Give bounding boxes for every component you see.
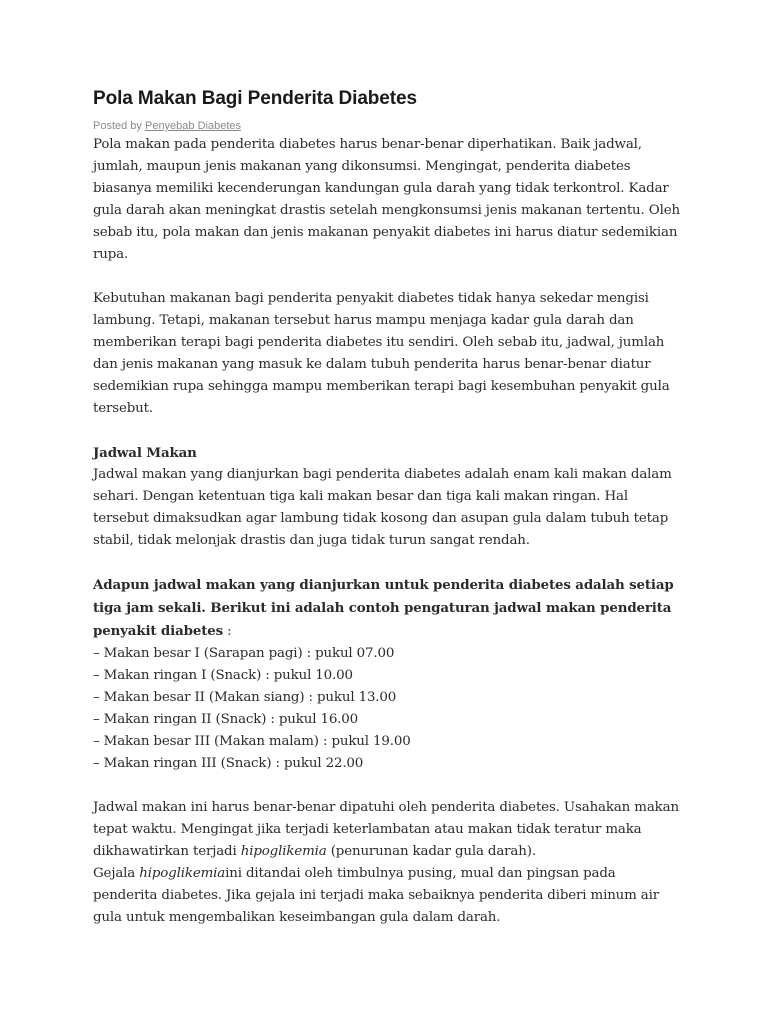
byline-prefix: Posted by bbox=[93, 120, 145, 132]
paragraph-6-text-b: ini ditandai oleh timbulnya pusing, mual dan pingsan pada penderita diabetes. Jika gejala ini terjadi maka sebaiknya penderita diberi minum air gula untuk mengembalikan keseimbangan gula dalam darah. bbox=[93, 866, 660, 925]
schedule-intro-tail: : bbox=[223, 624, 232, 639]
schedule-item: – Makan besar III (Makan malam) : pukul 19.00 bbox=[93, 734, 411, 749]
schedule-item: – Makan ringan II (Snack) : pukul 16.00 bbox=[93, 712, 359, 727]
article-body bbox=[93, 134, 683, 929]
article-title: Pola Makan Bagi Penderita Diabetes bbox=[93, 88, 417, 109]
paragraph-5-term: hipoglikemia bbox=[240, 844, 327, 859]
article bbox=[93, 86, 683, 929]
paragraph-5-text-a: Jadwal makan ini harus benar-benar dipatuhi oleh penderita diabetes. Usahakan makan tepat waktu. Mengingat jika terjadi keterlambatan atau makan tidak teratur maka dikhawatirkan terjadi bbox=[93, 800, 679, 859]
schedule-item: – Makan besar II (Makan siang) : pukul 13.00 bbox=[93, 690, 397, 705]
paragraph-5 bbox=[93, 797, 683, 863]
paragraph-6-text-a: Gejala bbox=[93, 866, 140, 881]
paragraph-1: Pola makan pada penderita diabetes harus benar-benar diperhatikan. Baik jadwal, jumlah, maupun jenis makanan yang dikonsumsi. Mengingat, penderita diabetes biasanya memiliki kecenderungan kandungan gula darah yang tidak terkontrol. Kadar gula darah akan meningkat drastis setelah mengkonsumsi jenis makanan tertentu. Oleh sebab itu, pola makan dan jenis makanan penyakit diabetes ini harus diatur sedemikian rupa. bbox=[93, 137, 680, 262]
schedule-intro-bold: Adapun jadwal makan yang dianjurkan untuk penderita diabetes adalah setiap tiga jam sekali. Berikut ini adalah contoh pengaturan jadwal makan penderita penyakit diabetes bbox=[93, 577, 674, 639]
paragraph-4 bbox=[93, 574, 683, 643]
schedule-item: – Makan ringan I (Snack) : pukul 10.00 bbox=[93, 668, 353, 683]
paragraph-5-text-b: (penurunan kadar gula darah). bbox=[326, 844, 536, 859]
paragraph-6 bbox=[93, 863, 683, 929]
author-link[interactable]: Penyebab Diabetes bbox=[144, 120, 241, 132]
paragraph-6-term: hipoglikemia bbox=[139, 866, 226, 881]
schedule-item: – Makan ringan III (Snack) : pukul 22.00 bbox=[93, 756, 364, 771]
byline bbox=[93, 118, 683, 134]
schedule-list bbox=[93, 643, 683, 775]
section-heading-jadwal-makan: Jadwal Makan bbox=[93, 445, 197, 461]
paragraph-3: Jadwal makan yang dianjurkan bagi penderita diabetes adalah enam kali makan dalam sehari. Dengan ketentuan tiga kali makan besar dan tiga kali makan ringan. Hal tersebut dimaksudkan agar lambung tidak kosong dan asupan gula dalam tubuh tetap stabil, tidak melonjak drastis dan juga tidak turun sangat rendah. bbox=[93, 467, 672, 548]
paragraph-2: Kebutuhan makanan bagi penderita penyakit diabetes tidak hanya sekedar mengisi lambung. Tetapi, makanan tersebut harus mampu menjaga kadar gula darah dan memberikan terapi bagi penderita diabetes itu sendiri. Oleh sebab itu, jadwal, jumlah dan jenis makanan yang masuk ke dalam tubuh penderita harus benar-benar diatur sedemikian rupa sehingga mampu memberikan terapi bagi kesembuhan penyakit gula tersebut. bbox=[93, 291, 670, 416]
schedule-item: – Makan besar I (Sarapan pagi) : pukul 07.00 bbox=[93, 646, 395, 661]
